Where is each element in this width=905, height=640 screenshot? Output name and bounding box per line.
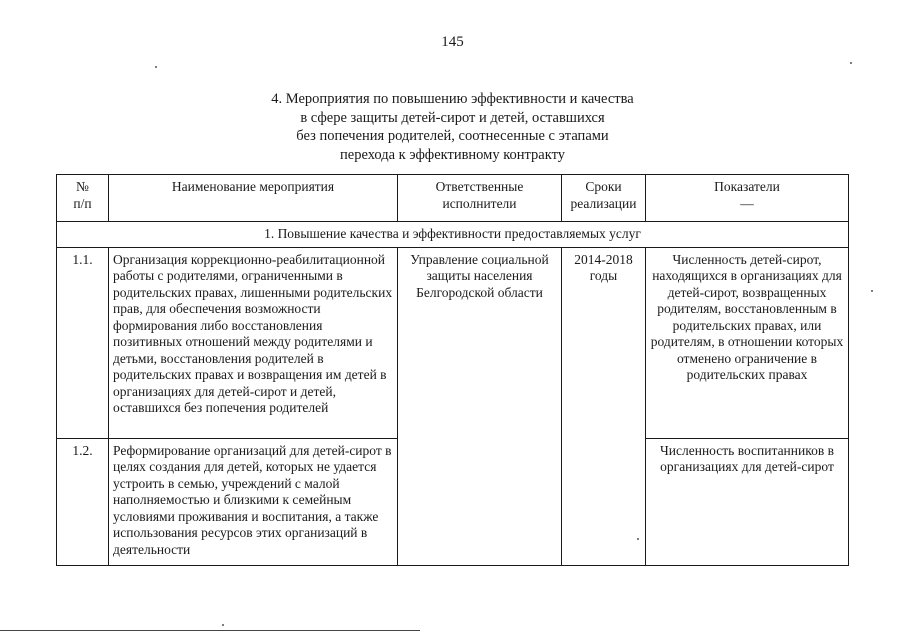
bottom-scan-line: [0, 630, 420, 631]
header-num-line: п/п: [73, 195, 92, 211]
section-title: 1. Повышение качества и эффективности предоставляемых услуг: [57, 222, 849, 248]
header-responsible-line: Ответственные: [435, 179, 524, 194]
heading-line: перехода к эффективному контракту: [340, 146, 565, 163]
indicator: Численность детей-сирот, находящихся в организациях для детей-сирот, возвращенных родителям, восстановленным в родительских правах, или родителям, в отношении которых отменено ограничение в родительских правах: [646, 247, 849, 438]
heading-line: без попечения родителей, соотнесенные с этапами: [296, 128, 609, 144]
header-indicators-line: —: [740, 195, 754, 211]
row-number: 1.1.: [57, 247, 109, 438]
header-terms-line: реализации: [570, 195, 637, 211]
header-num-line: №: [76, 179, 89, 194]
header-terms: [562, 175, 646, 222]
indicator: Численность воспитанников в организациях для детей-сирот: [646, 438, 849, 565]
row-number: 1.2.: [57, 438, 109, 565]
header-indicators: [646, 175, 849, 222]
implementation-period: 2014-2018 годы: [562, 247, 646, 565]
measure-name: Организация коррекционно-реабилитационной работы с родителями, ограниченными в родительских правах, лишенными родительских прав, для обеспечения возможности формирования либо восстановления позитивных отношений между родителями и детьми, восстановления родителей в родительских правах и возвращения им детей в организациях для детей-сирот и детей, оставшихся без попечения родителей: [109, 247, 398, 438]
section-row: [57, 222, 849, 248]
responsible-executor: Управление социальной защиты населения Белгородской области: [398, 247, 562, 565]
measure-name: Реформирование организаций для детей-сирот в целях создания для детей, которых не удается устроить в семью, учреждений с малой наполняемостью и близкими к семейным условиями проживания и воспитания, а также использования ресурсов этих организаций в деятельности: [109, 438, 398, 565]
scan-speck: [871, 290, 873, 292]
page-number: 145: [441, 34, 464, 50]
scan-speck: [155, 66, 157, 68]
scan-speck: [222, 624, 224, 626]
document-heading: [200, 90, 705, 164]
scan-speck: [637, 538, 639, 540]
heading-line: 4. Мероприятия по повышению эффективности и качества: [271, 91, 634, 107]
header-name: Наименование мероприятия: [109, 175, 398, 222]
header-num: [57, 175, 109, 222]
header-indicators-line: Показатели: [714, 179, 780, 194]
header-terms-line: Сроки: [585, 179, 622, 194]
table-row: [57, 247, 849, 438]
table-header-row: [57, 175, 849, 222]
header-responsible: [398, 175, 562, 222]
measures-table: [56, 174, 849, 566]
scan-speck: [850, 62, 852, 64]
header-responsible-line: исполнители: [442, 195, 517, 211]
heading-line: в сфере защиты детей-сирот и детей, оставшихся: [300, 109, 605, 126]
